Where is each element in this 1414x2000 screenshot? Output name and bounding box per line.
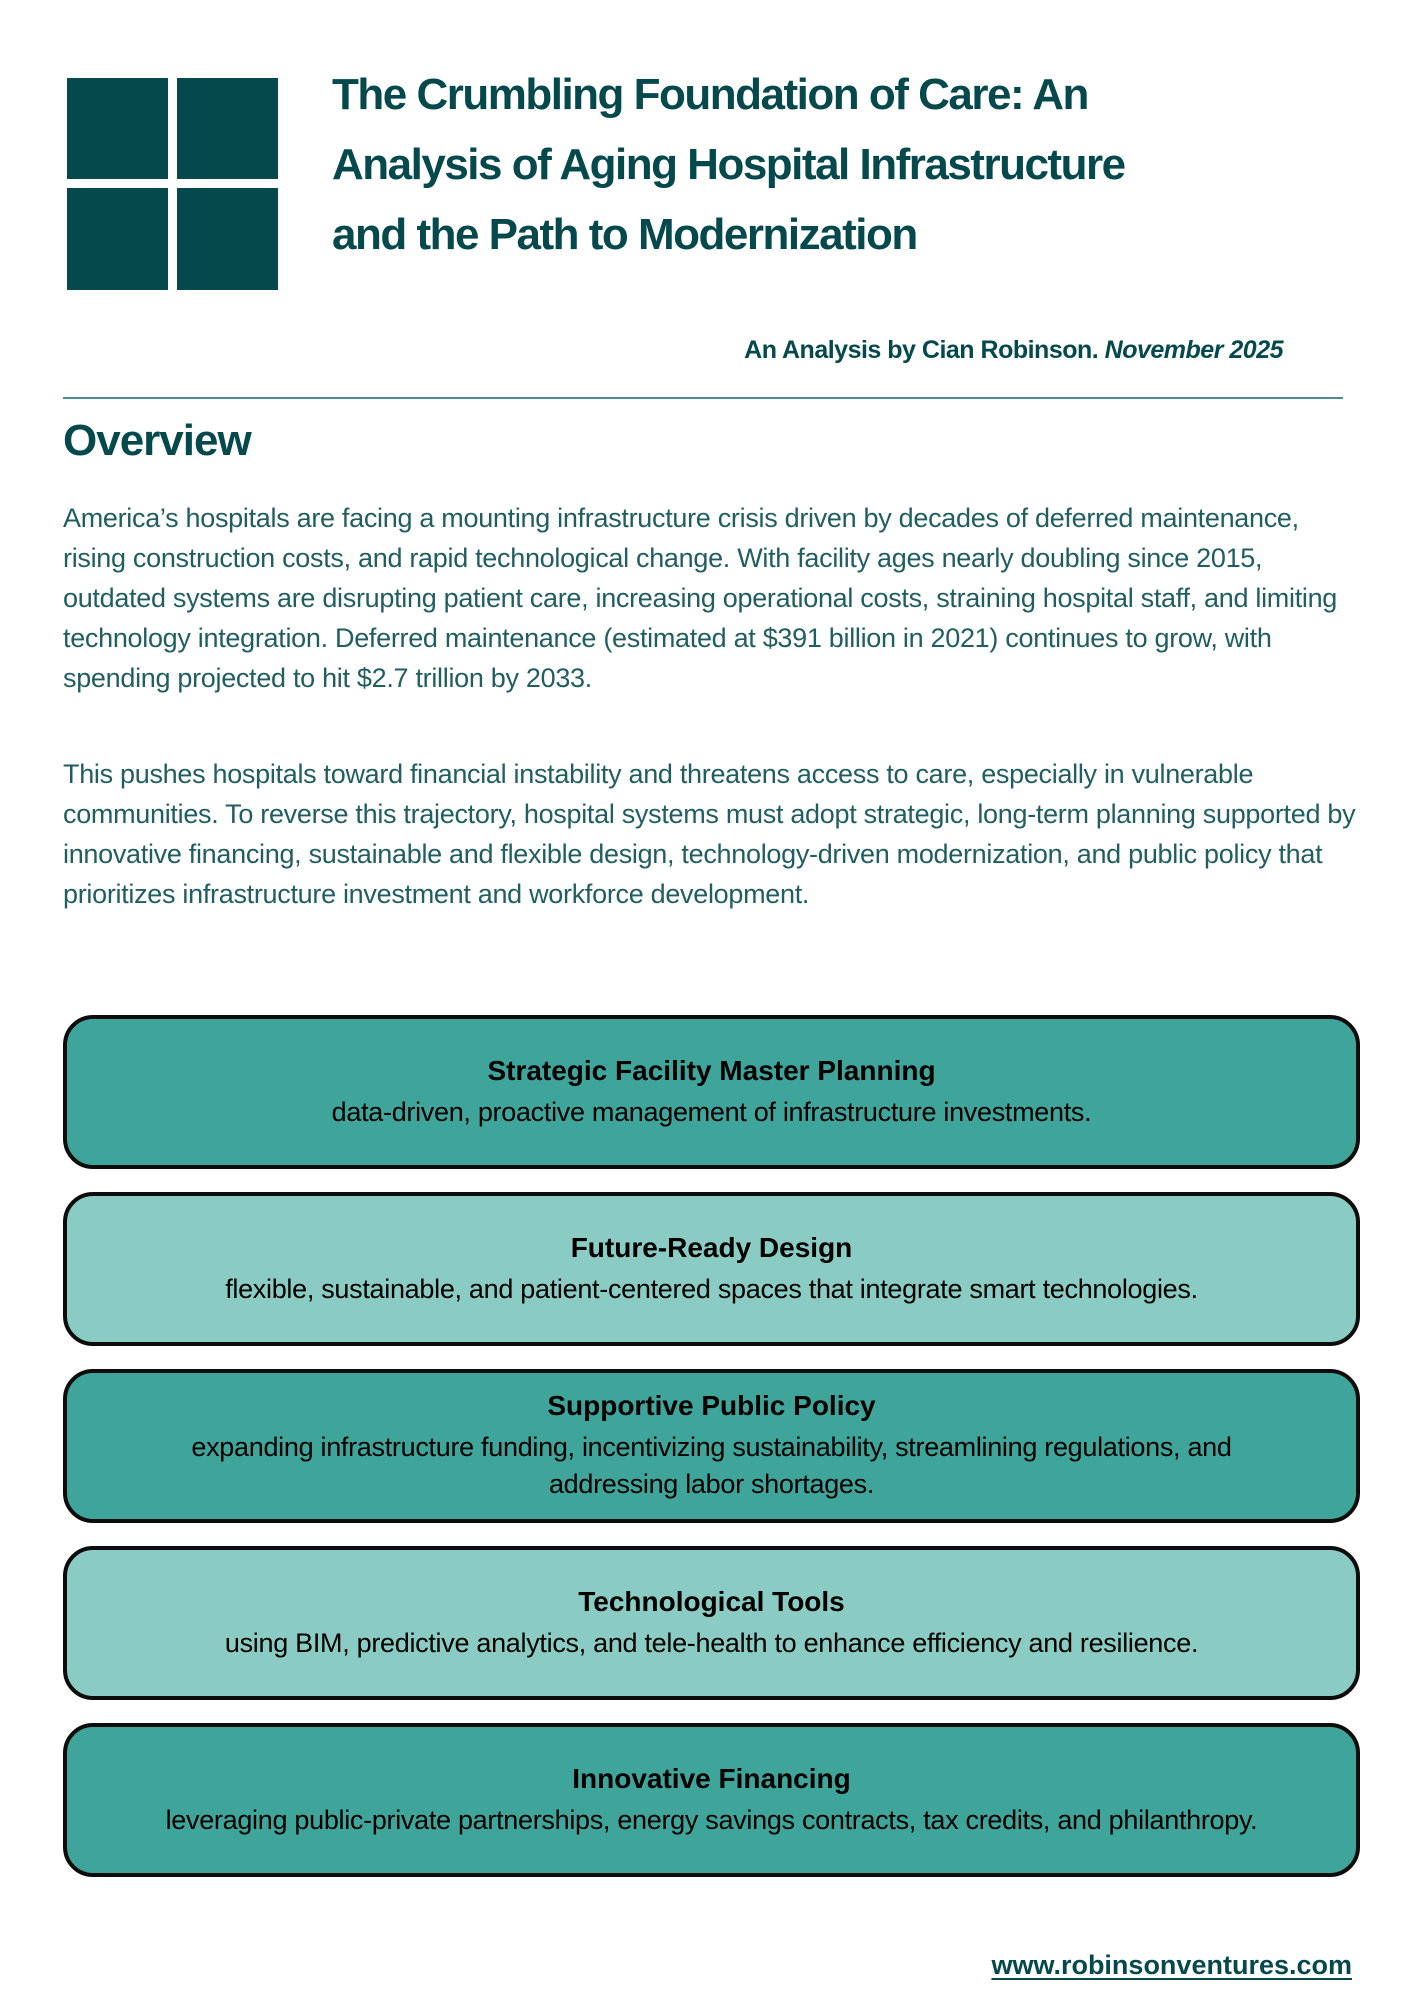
strategy-box-list	[63, 1015, 1360, 1877]
page-title-line-1: The Crumbling Foundation of Care: An	[332, 70, 1088, 119]
strategy-box-supportive-public-policy	[63, 1369, 1360, 1523]
website-link[interactable]: www.robinsonventures.com	[991, 1950, 1352, 1980]
strategy-box-title: Strategic Facility Master Planning	[487, 1054, 936, 1086]
logo-square	[177, 188, 278, 290]
byline-author: An Analysis by Cian Robinson.	[744, 336, 1105, 364]
four-square-logo-icon	[67, 78, 278, 290]
page-title	[332, 60, 1125, 270]
byline	[744, 336, 1283, 365]
strategy-box-description: expanding infrastructure funding, incentivizing sustainability, streamlining regulations, and addressing labor shortages.	[191, 1432, 1232, 1499]
overview-paragraph-2: This pushes hospitals toward financial instability and threatens access to care, especially in vulnerable communities. To reverse this trajectory, hospital systems must adopt strategic, long-term planning supported by innovative financing, sustainable and flexible design, technology-driven modernization, and public policy that prioritizes infrastructure investment and workforce development.	[63, 759, 1356, 909]
page-title-line-2: Analysis of Aging Hospital Infrastructure	[332, 140, 1125, 189]
strategy-box-strategic-facility-master-planning	[63, 1015, 1360, 1169]
strategy-box-title: Innovative Financing	[572, 1762, 851, 1794]
strategy-box-technological-tools	[63, 1546, 1360, 1700]
strategy-box-innovative-financing	[63, 1723, 1360, 1877]
logo-square	[177, 78, 278, 179]
page-title-line-3: and the Path to Modernization	[332, 210, 917, 259]
strategy-box-description: leveraging public-private partnerships, energy savings contracts, tax credits, and philanthropy.	[165, 1804, 1258, 1835]
strategy-box-future-ready-design	[63, 1192, 1360, 1346]
logo-square	[67, 188, 168, 290]
overview-paragraph-1: America’s hospitals are facing a mounting infrastructure crisis driven by decades of deferred maintenance, rising construction costs, and rapid technological change. With facility ages nearly doubling since 2015, outdated systems are disrupting patient care, increasing operational costs, straining hospital staff, and limiting technology integration. Deferred maintenance (estimated at $391 billion in 2021) continues to grow, with spending projected to hit $2.7 trillion by 2033.	[63, 503, 1338, 693]
overview-heading: Overview	[63, 416, 251, 465]
strategy-box-description: data-driven, proactive management of infrastructure investments.	[331, 1096, 1092, 1127]
overview-body	[63, 498, 1360, 914]
logo-square	[67, 78, 168, 179]
strategy-box-title: Supportive Public Policy	[547, 1390, 876, 1421]
strategy-box-description: flexible, sustainable, and patient-centered spaces that integrate smart technologies.	[225, 1273, 1198, 1304]
header-divider	[63, 397, 1343, 399]
strategy-box-title: Future-Ready Design	[570, 1231, 853, 1263]
byline-date: November 2025	[1104, 336, 1283, 364]
strategy-box-description: using BIM, predictive analytics, and tele-health to enhance efficiency and resilience.	[224, 1627, 1199, 1658]
strategy-box-title: Technological Tools	[578, 1585, 845, 1617]
